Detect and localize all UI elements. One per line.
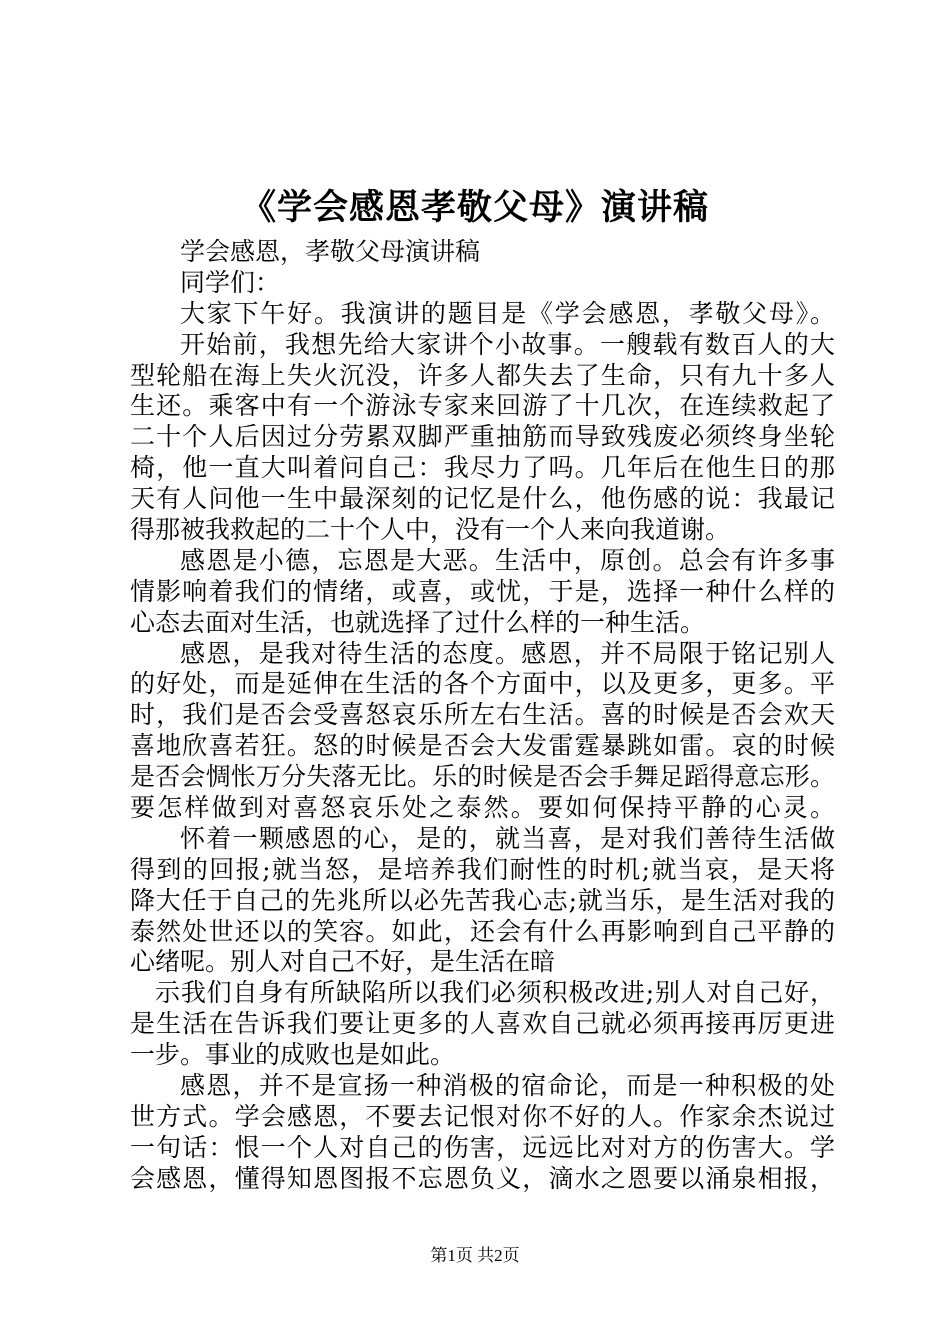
text-line: 感恩，并不是宣扬一种消极的宿命论，而是一种积极的处: [180, 1071, 837, 1101]
text-line: 大家下午好。我演讲的题目是《学会感恩，孝敬父母》。: [180, 298, 837, 328]
text-line: 喜地欣喜若狂。怒的时候是否会大发雷霆暴跳如雷。哀的时候: [130, 731, 837, 761]
text-line: 降大任于自己的先兆所以必先苦我心志;就当乐，是生活对我的: [130, 885, 836, 915]
text-line: 感恩是小德，忘恩是大恶。生活中，原创。总会有许多事: [180, 545, 837, 575]
text-line: 泰然处世还以的笑容。如此，还会有什么再影响到自己平静的: [130, 916, 837, 946]
text-line: 二十个人后因过分劳累双脚严重抽筋而导致残废必须终身坐轮: [130, 422, 837, 452]
text-line: 天有人问他一生中最深刻的记忆是什么，他伤感的说：我最记: [130, 484, 837, 514]
text-line: 情影响着我们的情绪，或喜，或忧，于是，选择一种什么样的: [130, 576, 837, 606]
text-line: 示我们自身有所缺陷所以我们必须积极改进;别人对自己好，: [155, 978, 836, 1008]
text-line: 是否会惆怅万分失落无比。乐的时候是否会手舞足蹈得意忘形。: [130, 762, 836, 792]
text-line: 时，我们是否会受喜怒哀乐所左右生活。喜的时候是否会欢天: [130, 700, 837, 730]
text-line: 感恩，是我对待生活的态度。感恩，并不局限于铭记别人: [180, 638, 837, 668]
document-title: 《学会感恩孝敬父母》演讲稿: [240, 187, 709, 228]
text-line: 生还。乘客中有一个游泳专家来回游了十几次，在连续救起了: [130, 391, 837, 421]
text-line: 椅，他一直大叫着问自己：我尽力了吗。几年后在他生日的那: [130, 453, 837, 483]
text-line: 开始前，我想先给大家讲个小故事。一艘载有数百人的大: [180, 329, 837, 359]
text-line: 心态去面对生活，也就选择了过什么样的一种生活。: [130, 607, 706, 637]
document-body: [130, 237, 838, 1195]
text-line: 型轮船在海上失火沉没，许多人都失去了生命，只有九十多人: [130, 360, 837, 390]
text-line: 一句话：恨一个人对自己的伤害，远远比对对方的伤害大。学: [130, 1132, 837, 1162]
text-line: 会感恩，懂得知恩图报不忘恩负义，滴水之恩要以涌泉相报，: [130, 1163, 837, 1193]
text-line: 得到的回报;就当怒，是培养我们耐性的时机;就当哀，是天将: [130, 854, 837, 884]
text-line: 心绪呢。别人对自己不好，是生活在暗: [130, 947, 556, 977]
text-line: 是生活在告诉我们要让更多的人喜欢自己就必须再接再厉更进: [130, 1009, 837, 1039]
text-line: 的好处，而是延伸在生活的各个方面中，以及更多，更多。平: [130, 669, 837, 699]
text-line: 怀着一颗感恩的心，是的，就当喜，是对我们善待生活做: [180, 823, 837, 853]
text-line: 得那被我救起的二十个人中，没有一个人来向我道谢。: [130, 515, 731, 545]
text-line: 同学们：: [180, 267, 281, 297]
text-line: 要怎样做到对喜怒哀乐处之泰然。要如何保持平静的心灵。: [130, 793, 838, 823]
page-footer: 第1页 共2页: [430, 1246, 520, 1265]
text-line: 一步。事业的成败也是如此。: [130, 1040, 456, 1070]
text-line: 学会感恩，孝敬父母演讲稿: [180, 237, 481, 266]
text-line: 世方式。学会感恩，不要去记恨对你不好的人。作家余杰说过: [130, 1101, 837, 1131]
